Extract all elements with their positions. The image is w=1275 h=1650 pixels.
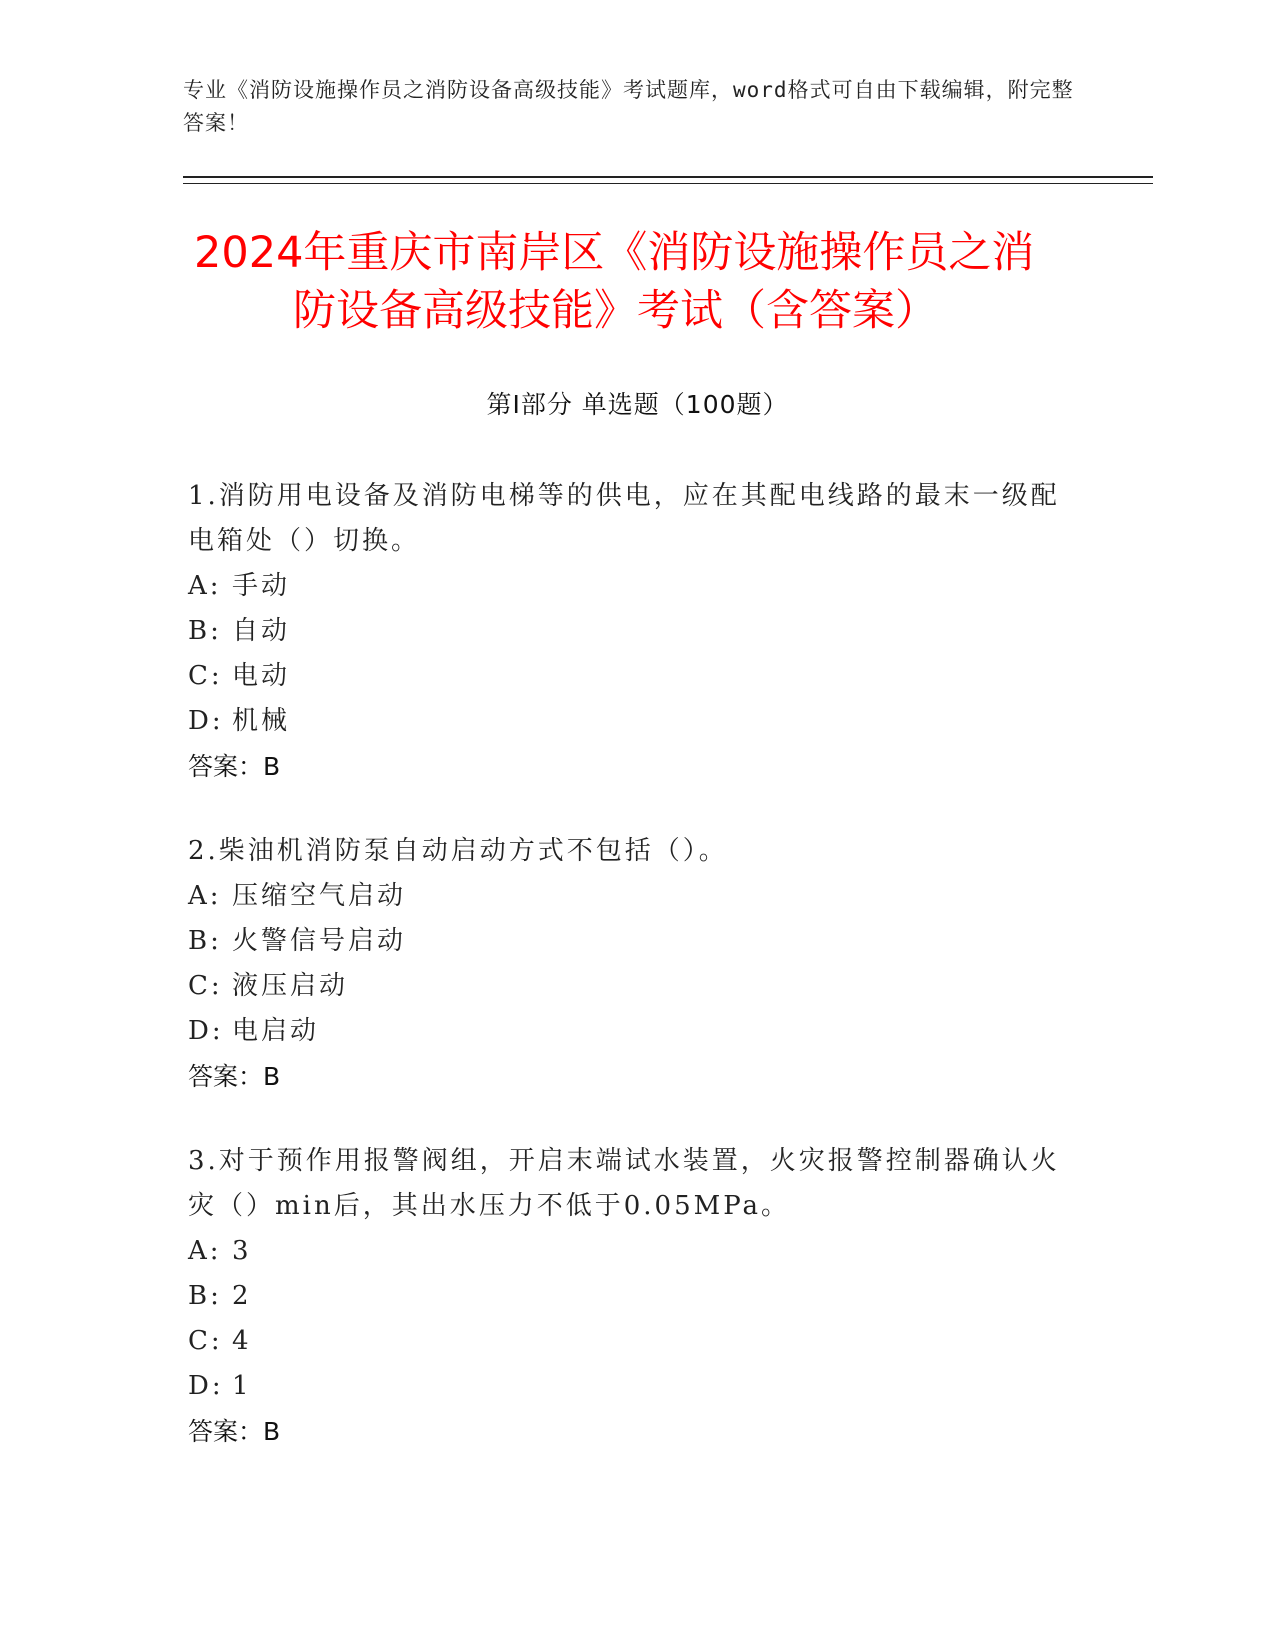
option-key: C: — [188, 971, 223, 1001]
option-key: A: — [188, 571, 222, 601]
option-d — [188, 1009, 1068, 1054]
option-key: D: — [188, 706, 224, 736]
question-1 — [188, 474, 1068, 789]
option-text: 手动 — [232, 571, 291, 601]
option-key: A: — [188, 1236, 222, 1266]
answer-line: 答案：B — [188, 1062, 281, 1091]
option-b — [188, 609, 1068, 654]
question-text: 1.消防用电设备及消防电梯等的供电，应在其配电线路的最末一级配电箱处（）切换。 — [188, 481, 1060, 556]
title-line-1: 2024年重庆市南岸区《消防设施操作员之消 — [194, 228, 1035, 278]
question-text: 2.柴油机消防泵自动启动方式不包括（）。 — [188, 836, 728, 866]
option-text: 1 — [232, 1371, 252, 1401]
option-a — [188, 1229, 1068, 1274]
header-divider-thick — [183, 176, 1153, 178]
answer-line: 答案：B — [188, 752, 281, 781]
document-title — [183, 224, 1083, 340]
option-key: A: — [188, 881, 222, 911]
option-text: 4 — [232, 1326, 252, 1356]
option-c — [188, 654, 1068, 699]
option-text: 电启动 — [232, 1016, 320, 1046]
option-text: 自动 — [232, 616, 291, 646]
option-b — [188, 919, 1068, 964]
option-key: B: — [188, 1281, 222, 1311]
question-3 — [188, 1139, 1068, 1454]
option-a — [188, 874, 1068, 919]
option-key: C: — [188, 661, 223, 691]
answer-line: 答案：B — [188, 1417, 281, 1446]
option-c — [188, 1319, 1068, 1364]
question-2 — [188, 829, 1068, 1099]
question-list — [188, 474, 1068, 1494]
header-divider-thin — [183, 183, 1153, 184]
option-key: B: — [188, 926, 222, 956]
section-heading: 第Ⅰ部分 单选题（100题） — [486, 390, 789, 419]
option-text: 液压启动 — [232, 971, 349, 1001]
option-text: 压缩空气启动 — [232, 881, 407, 911]
option-text: 机械 — [232, 706, 291, 736]
option-d — [188, 699, 1068, 744]
question-text: 3.对于预作用报警阀组，开启末端试水装置，火灾报警控制器确认火灾（）min后，其出水压力不低于0.05MPa。 — [188, 1146, 1060, 1221]
option-text: 3 — [232, 1236, 252, 1266]
header-note: 专业《消防设施操作员之消防设备高级技能》考试题库，word格式可自由下载编辑，附完整答案！ — [183, 78, 1074, 135]
option-text: 火警信号启动 — [232, 926, 407, 956]
option-d — [188, 1364, 1068, 1409]
option-text: 2 — [232, 1281, 252, 1311]
option-b — [188, 1274, 1068, 1319]
option-key: D: — [188, 1371, 224, 1401]
option-key: C: — [188, 1326, 223, 1356]
title-line-2: 防设备高级技能》考试（含答案） — [293, 286, 938, 336]
option-key: D: — [188, 1016, 224, 1046]
option-c — [188, 964, 1068, 1009]
option-text: 电动 — [232, 661, 291, 691]
option-key: B: — [188, 616, 222, 646]
option-a — [188, 564, 1068, 609]
